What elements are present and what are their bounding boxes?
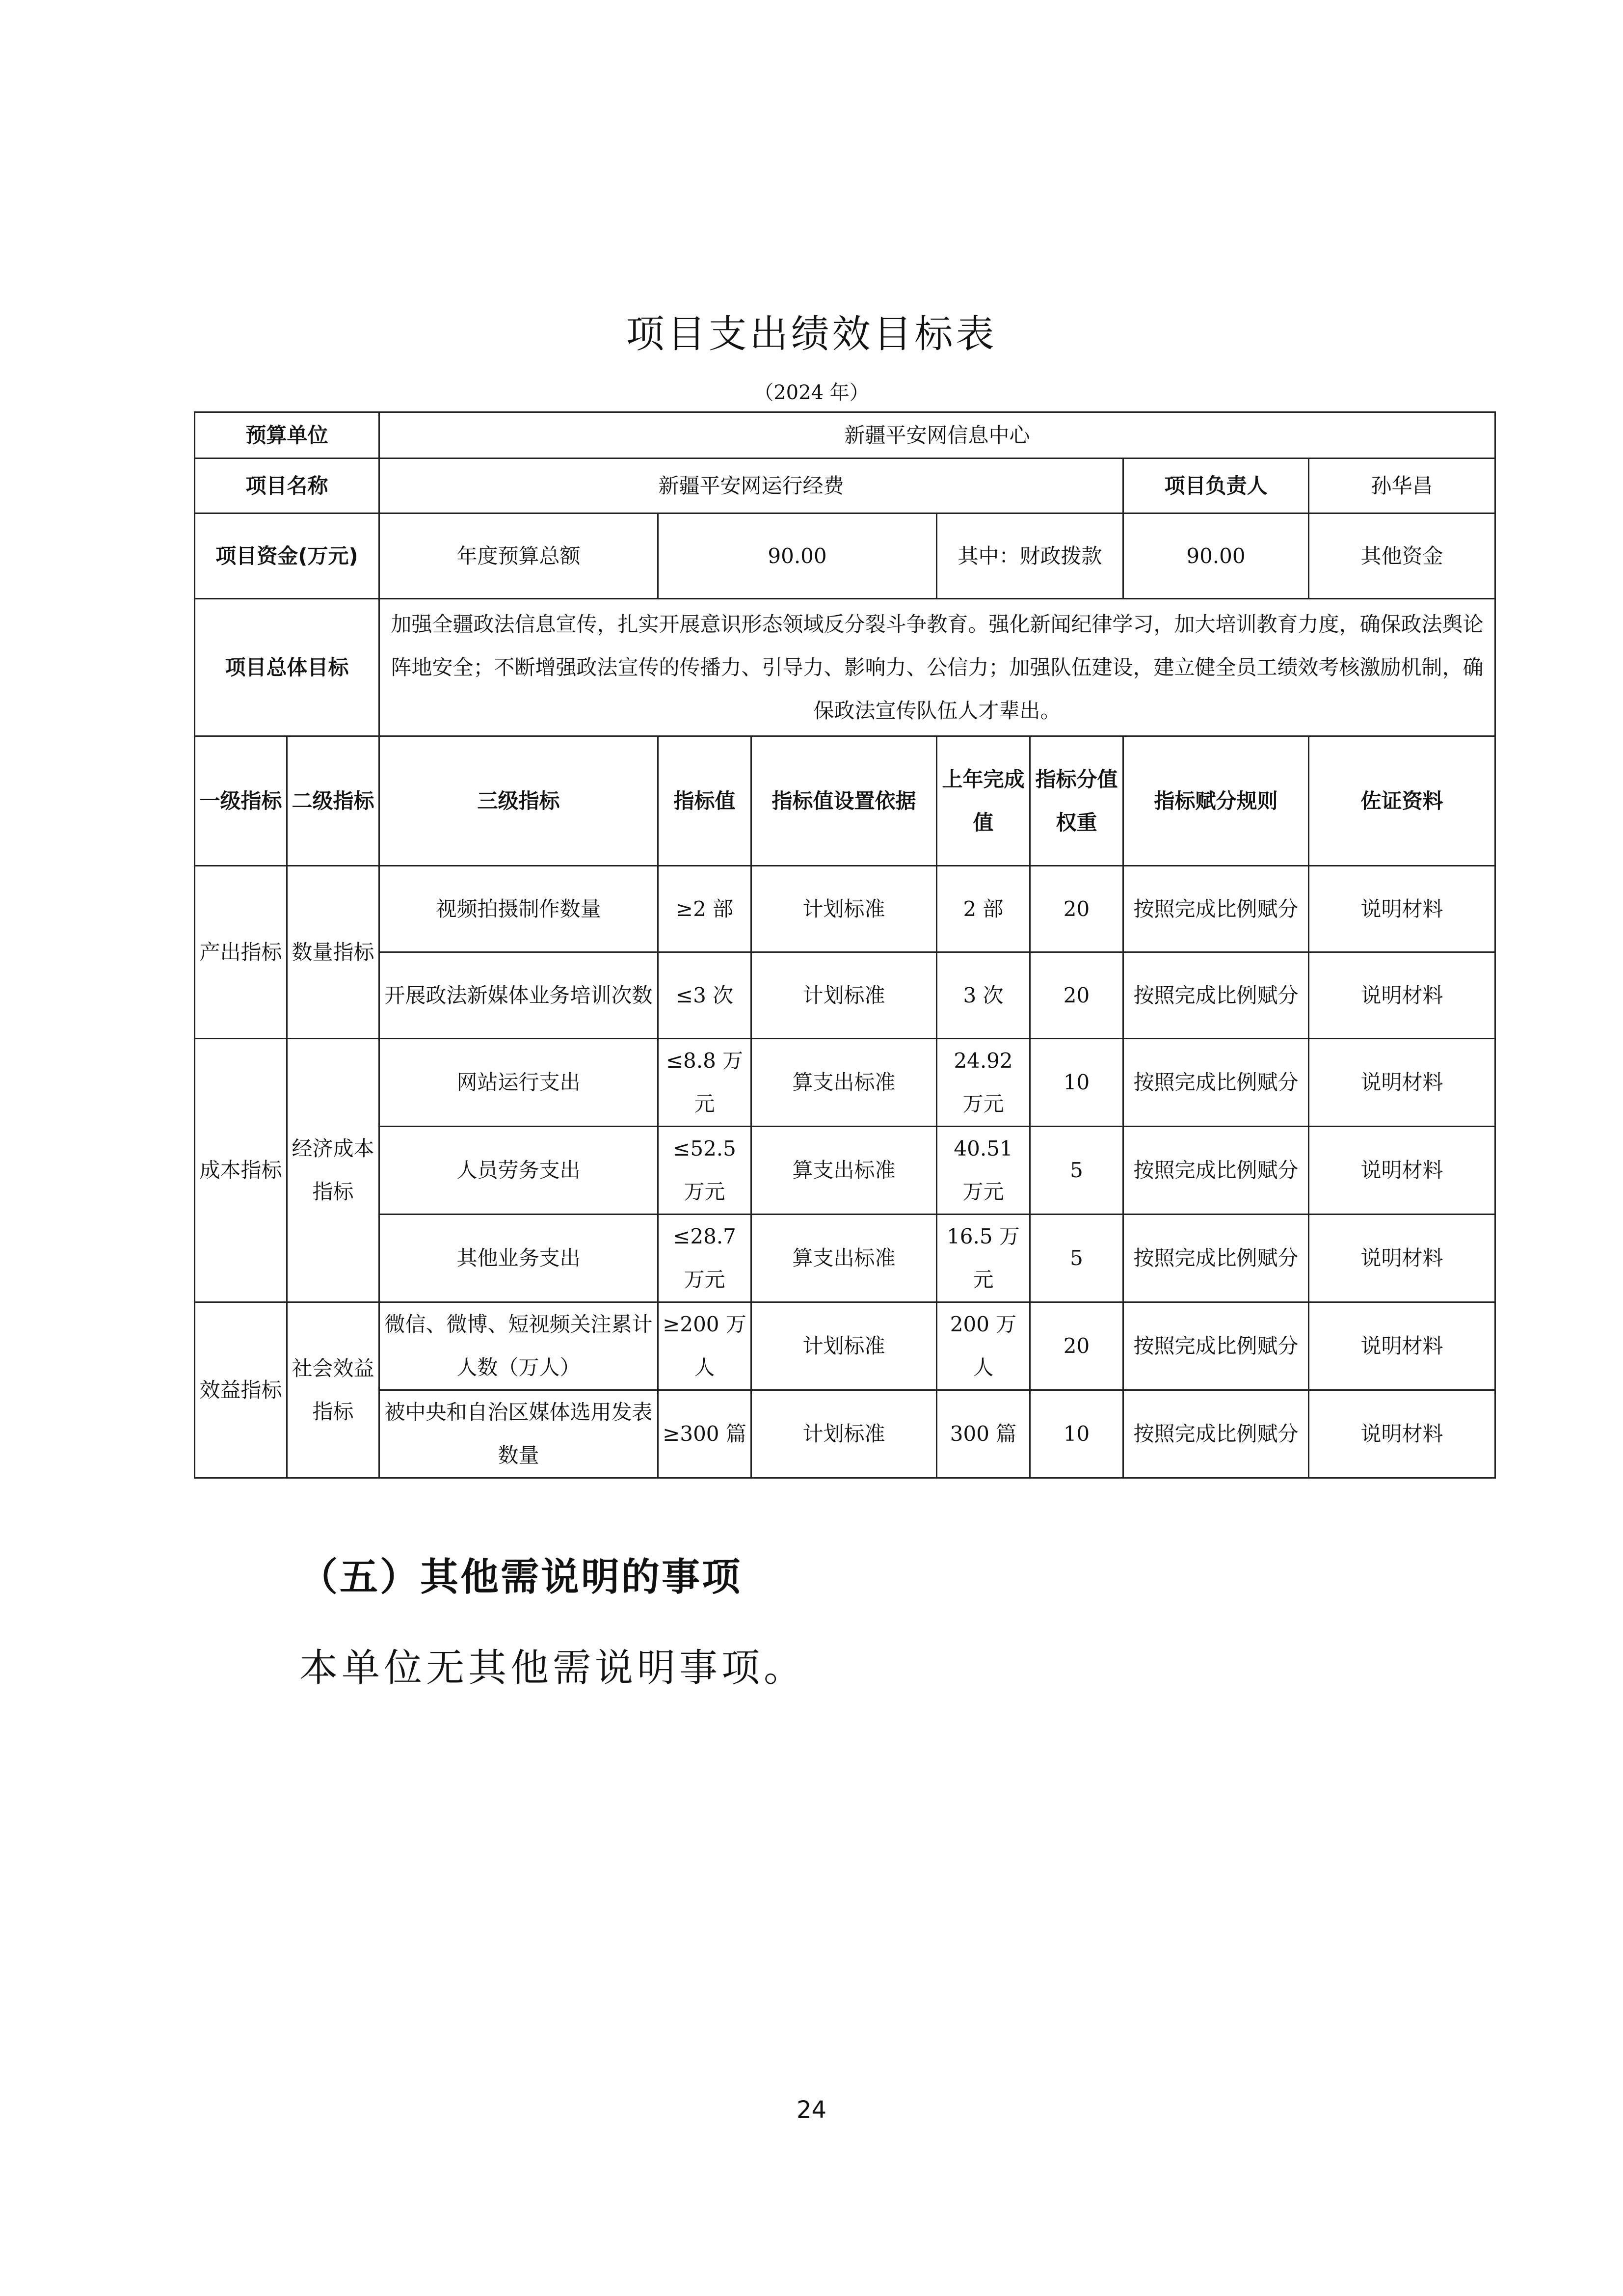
target-cell: ≥2 部 (658, 866, 751, 952)
indicator-cell: 微信、微博、短视频关注累计人数（万人） (379, 1302, 658, 1390)
last-year-cell: 3 次 (937, 952, 1030, 1039)
evidence-cell: 说明材料 (1309, 866, 1495, 952)
annual-budget-value: 90.00 (658, 513, 937, 599)
project-name-value: 新疆平安网运行经费 (379, 459, 1123, 513)
last-year-cell: 24.92 万元 (937, 1039, 1030, 1127)
evidence-cell: 说明材料 (1309, 1039, 1495, 1127)
indicator-cell: 开展政法新媒体业务培训次数 (379, 952, 658, 1039)
basis-cell: 计划标准 (751, 1390, 937, 1478)
header-level2: 二级指标 (287, 736, 379, 866)
rule-cell: 按照完成比例赋分 (1123, 1390, 1309, 1478)
rule-cell: 按照完成比例赋分 (1123, 1127, 1309, 1215)
rule-cell: 按照完成比例赋分 (1123, 1302, 1309, 1390)
rule-cell: 按照完成比例赋分 (1123, 952, 1309, 1039)
weight-cell: 10 (1030, 1039, 1123, 1127)
project-lead-label: 项目负责人 (1123, 459, 1309, 513)
rule-cell: 按照完成比例赋分 (1123, 866, 1309, 952)
page-title: 项目支出绩效目标表 (626, 312, 997, 356)
basis-cell: 算支出标准 (751, 1215, 937, 1302)
other-funds-label: 其他资金 (1309, 513, 1495, 599)
output-level1: 产出指标 (195, 866, 287, 1039)
evidence-cell: 说明材料 (1309, 952, 1495, 1039)
overall-goal-text: 加强全疆政法信息宣传，扎实开展意识形态领域反分裂斗争教育。强化新闻纪律学习，加大培训教育力度，确保政法舆论阵地安全；不断增强政法宣传的传播力、引导力、影响力、公信力；加强队伍建设，建立健全员工绩效考核激励机制，确保政法宣传队伍人才辈出。 (379, 599, 1495, 736)
table-row (195, 1039, 1495, 1127)
table-row (195, 1302, 1495, 1390)
last-year-cell: 16.5 万元 (937, 1215, 1030, 1302)
indicator-cell: 被中央和自治区媒体选用发表数量 (379, 1390, 658, 1478)
weight-cell: 20 (1030, 1302, 1123, 1390)
annual-budget-label: 年度预算总额 (379, 513, 658, 599)
header-basis: 指标值设置依据 (751, 736, 937, 866)
weight-cell: 5 (1030, 1215, 1123, 1302)
table-row (195, 1215, 1495, 1302)
last-year-cell: 200 万人 (937, 1302, 1030, 1390)
table-row (195, 1390, 1495, 1478)
basis-cell: 算支出标准 (751, 1127, 937, 1215)
table-row (195, 866, 1495, 952)
weight-cell: 5 (1030, 1127, 1123, 1215)
overall-goal-label: 项目总体目标 (195, 599, 379, 736)
table-year: （2024 年） (754, 381, 869, 404)
weight-cell: 10 (1030, 1390, 1123, 1478)
rule-cell: 按照完成比例赋分 (1123, 1215, 1309, 1302)
header-target: 指标值 (658, 736, 751, 866)
evidence-cell: 说明材料 (1309, 1302, 1495, 1390)
target-cell: ≥300 篇 (658, 1390, 751, 1478)
basis-cell: 计划标准 (751, 952, 937, 1039)
basis-cell: 算支出标准 (751, 1039, 937, 1127)
target-cell: ≤3 次 (658, 952, 751, 1039)
project-funds-label: 项目资金(万元) (195, 513, 379, 599)
budget-unit-value: 新疆平安网信息中心 (379, 412, 1495, 459)
indicator-cell: 其他业务支出 (379, 1215, 658, 1302)
target-cell: ≤28.7 万元 (658, 1215, 751, 1302)
indicator-cell: 网站运行支出 (379, 1039, 658, 1127)
header-evidence: 佐证资料 (1309, 736, 1495, 866)
fiscal-allocation-value: 90.00 (1123, 513, 1309, 599)
project-name-label: 项目名称 (195, 459, 379, 513)
header-last-year: 上年完成值 (937, 736, 1030, 866)
table-row (195, 952, 1495, 1039)
weight-cell: 20 (1030, 866, 1123, 952)
evidence-cell: 说明材料 (1309, 1390, 1495, 1478)
target-cell: ≤52.5 万元 (658, 1127, 751, 1215)
last-year-cell: 2 部 (937, 866, 1030, 952)
evidence-cell: 说明材料 (1309, 1215, 1495, 1302)
indicator-cell: 人员劳务支出 (379, 1127, 658, 1215)
performance-target-table (194, 411, 1496, 1479)
last-year-cell: 300 篇 (937, 1390, 1030, 1478)
page-number: 24 (796, 2096, 827, 2124)
project-lead-value: 孙华昌 (1309, 459, 1495, 513)
basis-cell: 计划标准 (751, 866, 937, 952)
header-level1: 一级指标 (195, 736, 287, 866)
target-cell: ≥200 万人 (658, 1302, 751, 1390)
budget-unit-label: 预算单位 (195, 412, 379, 459)
weight-cell: 20 (1030, 952, 1123, 1039)
cost-level1: 成本指标 (195, 1039, 287, 1302)
table-row (195, 1127, 1495, 1215)
section-heading: （五）其他需说明的事项 (299, 1555, 743, 1599)
header-weight: 指标分值权重 (1030, 736, 1123, 866)
cost-level2: 经济成本指标 (287, 1039, 379, 1302)
section-body: 本单位无其他需说明事项。 (299, 1646, 806, 1690)
evidence-cell: 说明材料 (1309, 1127, 1495, 1215)
fiscal-allocation-label: 其中：财政拨款 (937, 513, 1123, 599)
header-level3: 三级指标 (379, 736, 658, 866)
header-rule: 指标赋分规则 (1123, 736, 1309, 866)
basis-cell: 计划标准 (751, 1302, 937, 1390)
benefit-level2: 社会效益指标 (287, 1302, 379, 1478)
target-cell: ≤8.8 万元 (658, 1039, 751, 1127)
benefit-level1: 效益指标 (195, 1302, 287, 1478)
indicator-cell: 视频拍摄制作数量 (379, 866, 658, 952)
last-year-cell: 40.51 万元 (937, 1127, 1030, 1215)
output-level2: 数量指标 (287, 866, 379, 1039)
rule-cell: 按照完成比例赋分 (1123, 1039, 1309, 1127)
